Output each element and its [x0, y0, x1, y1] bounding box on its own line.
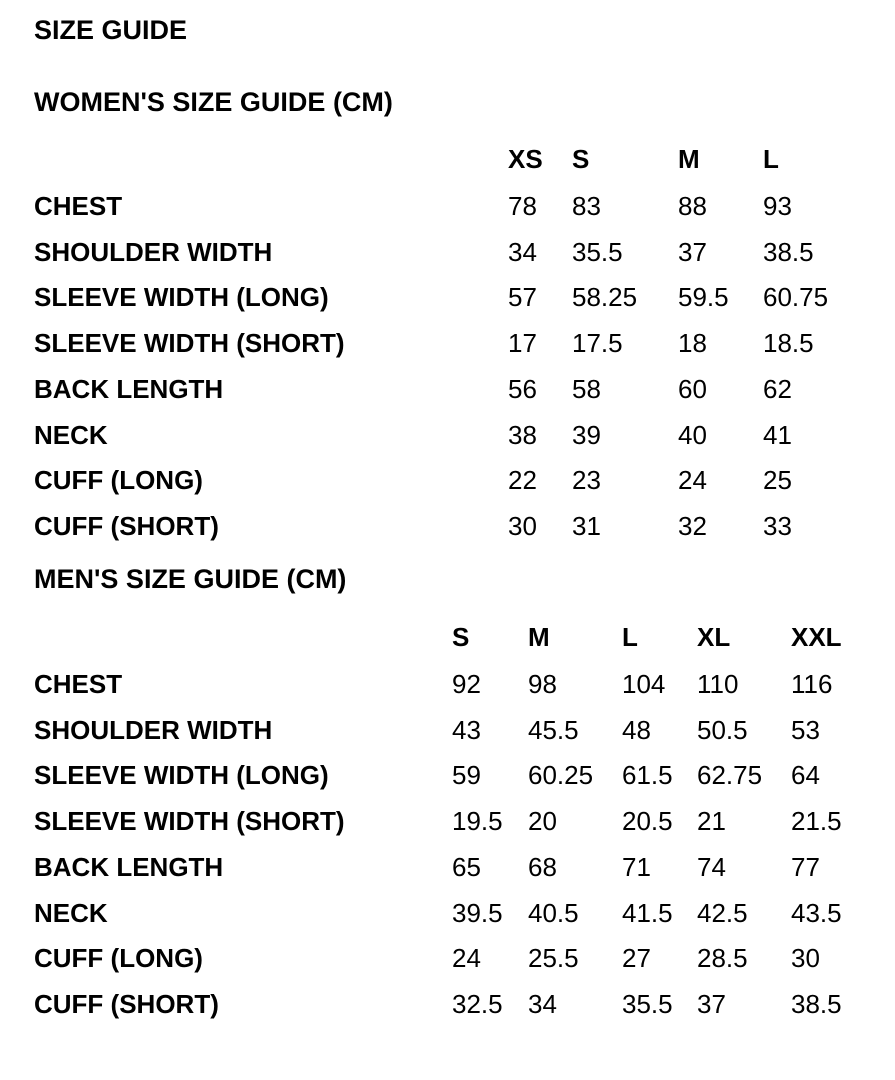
men-size-header-row — [0, 620, 895, 654]
measurement-label: SLEEVE WIDTH (SHORT) — [34, 806, 345, 837]
measurement-label: CUFF (LONG) — [34, 943, 203, 974]
table-row — [0, 941, 895, 975]
measurement-value: 74 — [697, 851, 726, 882]
measurement-label: SLEEVE WIDTH (LONG) — [34, 760, 329, 791]
measurement-value: 23 — [572, 465, 601, 496]
measurement-label: NECK — [34, 897, 108, 928]
measurement-value: 40.5 — [528, 897, 579, 928]
page-title: SIZE GUIDE — [34, 15, 188, 45]
measurement-value: 27 — [622, 943, 651, 974]
table-row — [0, 463, 895, 497]
measurement-value: 92 — [452, 669, 481, 699]
table-row — [0, 850, 895, 884]
measurement-value: 17 — [508, 328, 537, 359]
table-row — [0, 189, 895, 223]
measurement-value: 116 — [791, 669, 833, 699]
measurement-value: 78 — [508, 191, 537, 221]
measurement-value: 60 — [678, 373, 707, 404]
measurement-value: 60.25 — [528, 760, 594, 791]
measurement-value: 62 — [763, 373, 792, 404]
measurement-value: 22 — [508, 465, 537, 496]
measurement-label: BACK LENGTH — [34, 373, 224, 404]
measurement-value: 37 — [678, 236, 707, 267]
measurement-value: 35.5 — [572, 236, 623, 267]
measurement-label: BACK LENGTH — [34, 851, 224, 882]
measurement-value: 37 — [697, 988, 726, 1019]
measurement-label: SHOULDER WIDTH — [34, 236, 273, 267]
table-row — [0, 667, 895, 701]
measurement-value: 41.5 — [622, 897, 673, 928]
measurement-value: 40 — [678, 419, 707, 450]
measurement-value: 33 — [763, 510, 792, 541]
measurement-value: 20.5 — [622, 806, 673, 837]
size-header-xs: XS — [508, 144, 543, 174]
table-row — [0, 987, 895, 1021]
measurement-value: 77 — [791, 851, 820, 882]
measurement-value: 64 — [791, 760, 820, 791]
table-row — [0, 758, 895, 792]
measurement-value: 19.5 — [452, 806, 503, 837]
measurement-label: CUFF (SHORT) — [34, 510, 219, 541]
measurement-value: 43.5 — [791, 897, 842, 928]
measurement-value: 21.5 — [791, 806, 842, 837]
measurement-value: 83 — [572, 191, 601, 221]
measurement-value: 59.5 — [678, 282, 729, 313]
measurement-value: 34 — [528, 988, 557, 1019]
size-header-l: L — [763, 144, 779, 174]
mens-size-guide-title: MEN'S SIZE GUIDE (CM) — [34, 564, 347, 594]
measurement-value: 35.5 — [622, 988, 673, 1019]
womens-size-guide-title: WOMEN'S SIZE GUIDE (CM) — [34, 87, 393, 117]
measurement-value: 39.5 — [452, 897, 503, 928]
measurement-label: SHOULDER WIDTH — [34, 714, 273, 745]
size-header-l: L — [622, 622, 638, 652]
measurement-label: CHEST — [34, 191, 123, 221]
measurement-value: 38.5 — [791, 988, 842, 1019]
measurement-value: 71 — [622, 851, 651, 882]
measurement-value: 30 — [508, 510, 537, 541]
measurement-value: 24 — [678, 465, 707, 496]
table-row — [0, 235, 895, 269]
size-header-xl: XL — [697, 622, 731, 652]
table-row — [0, 418, 895, 452]
table-row — [0, 280, 895, 314]
measurement-label: CHEST — [34, 669, 123, 699]
women-size-header-row — [0, 142, 895, 176]
measurement-value: 25 — [763, 465, 792, 496]
measurement-value: 38 — [508, 419, 537, 450]
measurement-value: 41 — [763, 419, 792, 450]
measurement-value: 110 — [697, 669, 739, 699]
measurement-value: 58 — [572, 373, 601, 404]
table-row — [0, 713, 895, 747]
measurement-value: 53 — [791, 714, 820, 745]
size-header-m: M — [678, 144, 700, 174]
measurement-value: 30 — [791, 943, 820, 974]
measurement-value: 57 — [508, 282, 537, 313]
table-row — [0, 896, 895, 930]
measurement-value: 18.5 — [763, 328, 814, 359]
size-header-s: S — [572, 144, 590, 174]
measurement-value: 88 — [678, 191, 707, 221]
measurement-value: 32 — [678, 510, 707, 541]
table-row — [0, 509, 895, 543]
measurement-value: 42.5 — [697, 897, 748, 928]
measurement-value: 18 — [678, 328, 707, 359]
measurement-value: 25.5 — [528, 943, 579, 974]
measurement-value: 65 — [452, 851, 481, 882]
size-header-m: M — [528, 622, 550, 652]
measurement-label: CUFF (SHORT) — [34, 988, 219, 1019]
measurement-label: CUFF (LONG) — [34, 465, 203, 496]
measurement-label: SLEEVE WIDTH (LONG) — [34, 282, 329, 313]
measurement-value: 61.5 — [622, 760, 673, 791]
table-row — [0, 326, 895, 360]
measurement-value: 38.5 — [763, 236, 814, 267]
measurement-value: 50.5 — [697, 714, 748, 745]
measurement-value: 20 — [528, 806, 557, 837]
measurement-value: 62.75 — [697, 760, 763, 791]
table-row — [0, 804, 895, 838]
measurement-value: 45.5 — [528, 714, 579, 745]
table-row — [0, 372, 895, 406]
measurement-value: 58.25 — [572, 282, 638, 313]
measurement-value: 43 — [452, 714, 481, 745]
measurement-value: 60.75 — [763, 282, 829, 313]
measurement-value: 93 — [763, 191, 792, 221]
measurement-value: 59 — [452, 760, 481, 791]
measurement-value: 32.5 — [452, 988, 503, 1019]
size-header-xxl: XXL — [791, 622, 842, 652]
size-header-s: S — [452, 622, 470, 652]
measurement-value: 48 — [622, 714, 651, 745]
measurement-value: 34 — [508, 236, 537, 267]
measurement-value: 17.5 — [572, 328, 623, 359]
measurement-label: SLEEVE WIDTH (SHORT) — [34, 328, 345, 359]
measurement-value: 21 — [697, 806, 726, 837]
measurement-value: 31 — [572, 510, 601, 541]
measurement-value: 56 — [508, 373, 537, 404]
measurement-label: NECK — [34, 419, 108, 450]
measurement-value: 39 — [572, 419, 601, 450]
measurement-value: 24 — [452, 943, 481, 974]
measurement-value: 104 — [622, 669, 666, 699]
measurement-value: 68 — [528, 851, 557, 882]
measurement-value: 98 — [528, 669, 557, 699]
measurement-value: 28.5 — [697, 943, 748, 974]
